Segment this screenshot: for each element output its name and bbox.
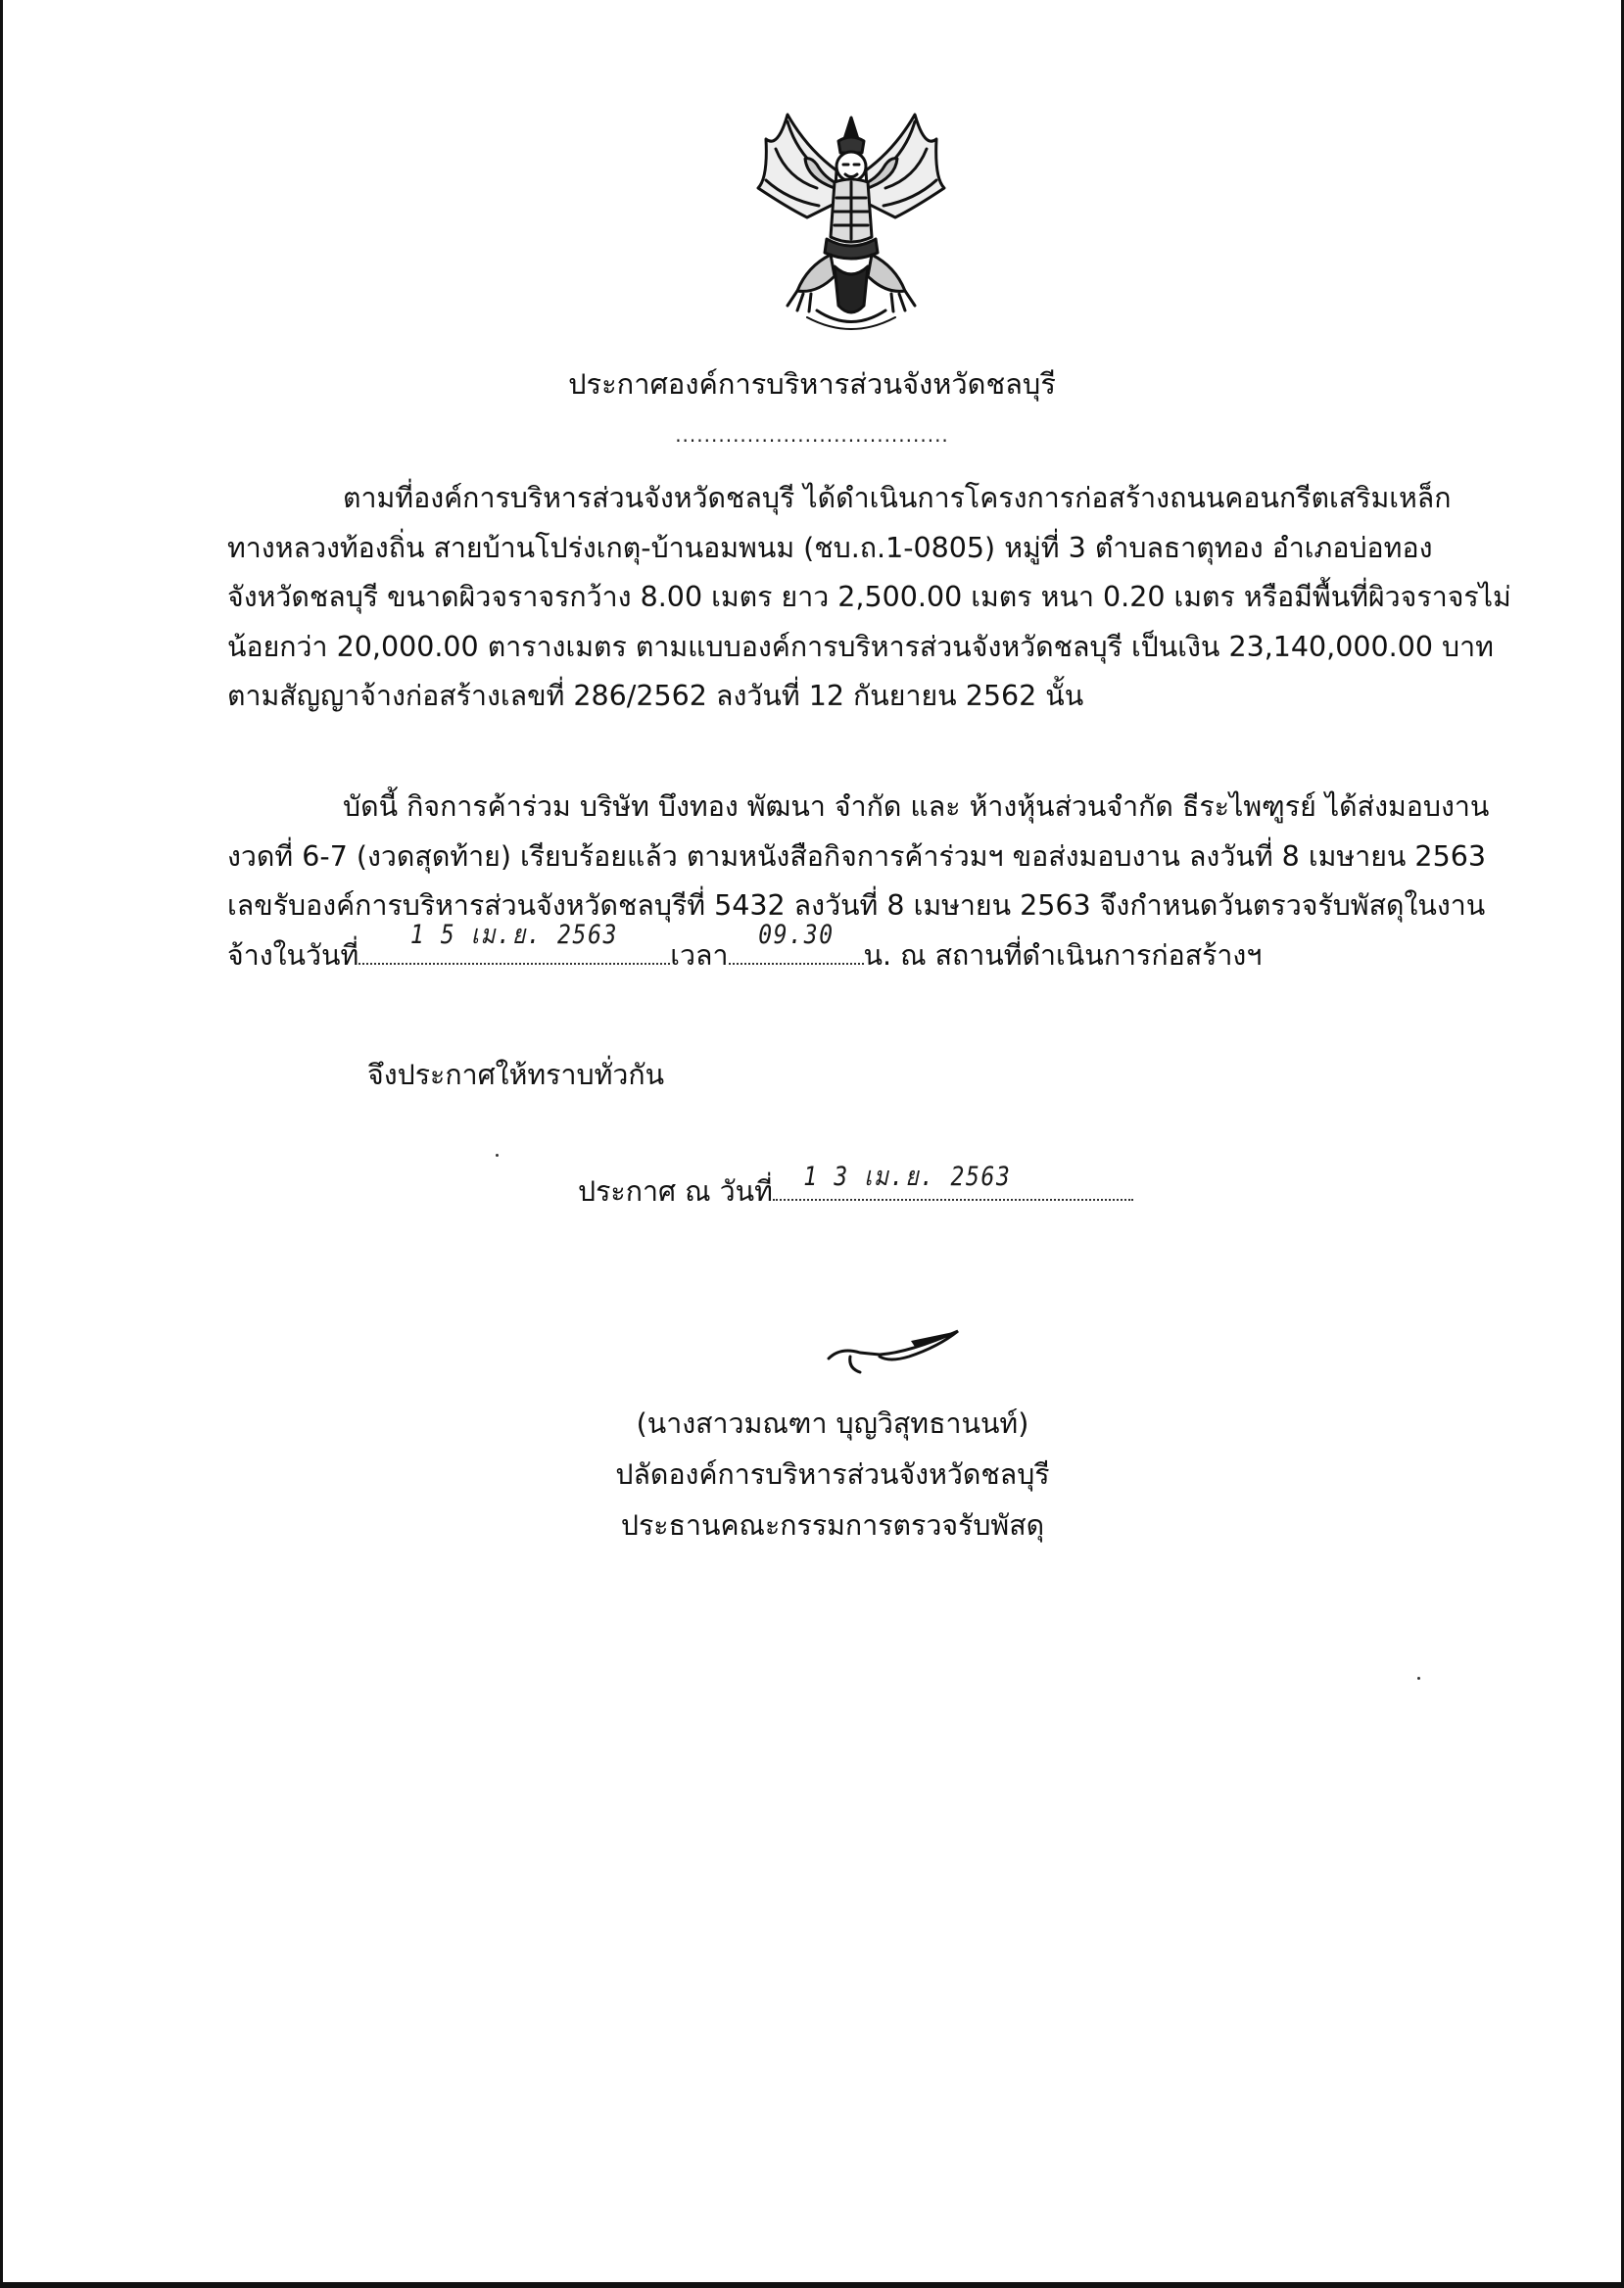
paragraph-line: ตามที่องค์การบริหารส่วนจังหวัดชลบุรี ได้ดำเนินการโครงการก่อสร้างถนนคอนกรีตเสริมเหล็ก [343, 482, 1452, 514]
paragraph-line: งวดที่ 6-7 (งวดสุดท้าย) เรียบร้อยแล้ว ตามหนังสือกิจการค้าร่วมฯ ขอส่งมอบงาน ลงวันที่ 8 เมษายน 2563 [227, 839, 1486, 873]
announcement-date-field [773, 1162, 1133, 1201]
inspection-time-handwritten: 09.30 [757, 920, 835, 950]
signatory-name: (นางสาวมณฑา บุญวิสุทธานนท์) [636, 1407, 1029, 1440]
schedule-prefix: จ้างในวันที่ [227, 938, 359, 972]
body-paragraph-2 [227, 783, 1490, 980]
announcement-date-line [578, 1162, 1133, 1212]
closing-statement: จึงประกาศให้ทราบทั่วกัน [367, 1059, 665, 1091]
schedule-suffix: น. ณ สถานที่ดำเนินการก่อสร้างฯ [863, 938, 1263, 972]
scan-speck [1417, 1677, 1420, 1680]
paragraph-line: จังหวัดชลบุรี ขนาดผิวจราจรกว้าง 8.00 เมตร ยาว 2,500.00 เมตร หนา 0.20 เมตร หรือมีพื้นที่ผิวจราจรไม่ [227, 581, 1511, 613]
signatory-position: ปลัดองค์การบริหารส่วนจังหวัดชลบุรี [615, 1458, 1050, 1491]
inspection-date-field [358, 920, 670, 965]
signatory-role: ประธานคณะกรรมการตรวจรับพัสดุ [620, 1509, 1045, 1542]
inspection-date-handwritten: 1 5 เม.ย. 2563 [410, 920, 619, 950]
title-divider: ...................................... [675, 423, 949, 447]
inspection-time-field [729, 920, 864, 965]
announcement-date-handwritten: 1 3 เม.ย. 2563 [803, 1162, 1012, 1192]
announcement-prefix: ประกาศ ณ วันที่ [578, 1175, 773, 1208]
inspection-schedule-line [227, 920, 1446, 981]
garuda-emblem-icon [748, 110, 954, 335]
scan-speck [496, 1154, 499, 1157]
signatory-block [588, 1399, 1077, 1551]
time-label: เวลา [670, 938, 729, 972]
body-paragraph-1 [227, 474, 1511, 722]
paragraph-line: เลขรับองค์การบริหารส่วนจังหวัดชลบุรีที่ 5432 ลงวันที่ 8 เมษายน 2563 จึงกำหนดวันตรวจรับพัสดุในงาน [227, 889, 1486, 922]
paragraph-line: ทางหลวงท้องถิ่น สายบ้านโปร่งเกตุ-บ้านอมพนม (ชบ.ถ.1-0805) หมู่ที่ 3 ตำบลธาตุทอง อำเภอบ่อทอง [227, 531, 1433, 564]
paragraph-line: บัดนี้ กิจการค้าร่วม บริษัท บึงทอง พัฒนา จำกัด และ ห้างหุ้นส่วนจำกัด ธีระไพฑูรย์ ได้ส่งมอบงาน [343, 790, 1490, 823]
document-title: ประกาศองค์การบริหารส่วนจังหวัดชลบุรี [568, 367, 1056, 401]
paragraph-line: น้อยกว่า 20,000.00 ตารางเมตร ตามแบบองค์การบริหารส่วนจังหวัดชลบุรี เป็นเงิน 23,140,000.00 บาท [227, 630, 1494, 663]
signature-mark [821, 1317, 968, 1376]
paragraph-line: ตามสัญญาจ้างก่อสร้างเลขที่ 286/2562 ลงวันที่ 12 กันยายน 2562 นั้น [227, 680, 1084, 712]
